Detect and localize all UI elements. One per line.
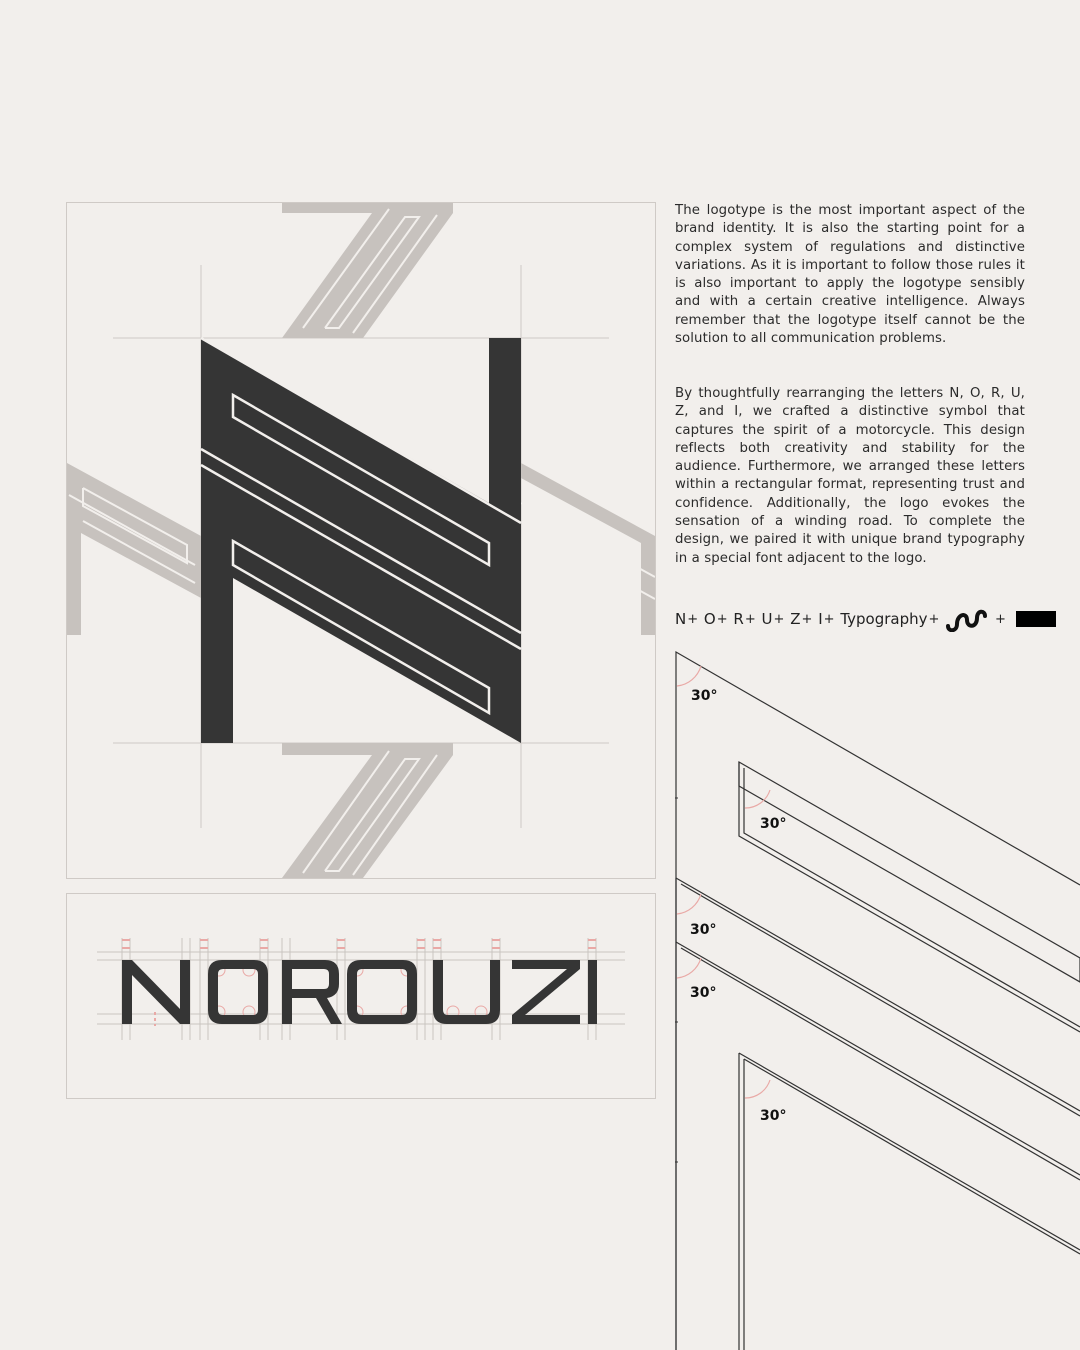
logo-construction-drawing [67,203,655,878]
formula-item-o: O [703,610,716,628]
ghost-n-right [521,463,655,635]
angle-label: 30° [690,985,717,1001]
angle-label: 30° [760,816,787,832]
ghost-z-top [282,203,453,338]
formula-plus: + [744,611,756,627]
formula-plus: + [716,611,728,627]
formula-plus: + [928,611,940,627]
typography-construction-panel [66,893,656,1099]
description-paragraph-1: The logotype is the most important aspect of the brand identity. It is also the starting point for a complex system of regulations and distinctive variations. As it is important to follow those rules it is also important to apply the logotype sensibly and with a certain creative intelligence. Always remember that the logotype itself cannot be the solution to all communication problems. [675,203,1025,347]
formula-plus: + [687,611,699,627]
formula-plus: + [801,611,813,627]
angle-label: 30° [691,688,718,704]
logo-construction-panel [66,202,656,879]
ghost-z-bottom [282,743,453,878]
formula-plus: + [773,611,785,627]
formula-plus: + [994,611,1006,627]
formula-item-typography: Typography [840,610,928,628]
formula-item-u: U [761,610,773,628]
angle-arcs [677,666,770,1098]
angle-label: 30° [690,922,717,938]
formula-item-z: Z [790,610,801,628]
formula-plus: + [823,611,835,627]
angle-label: 30° [760,1108,787,1124]
formula-item-n: N [675,610,687,628]
angle-detail-drawing [675,650,1080,1350]
winding-road-icon [945,606,989,632]
brand-symbol [201,338,521,743]
composition-formula [675,606,1027,636]
formula-item-i: I [818,610,823,628]
ghost-n-left [67,463,201,635]
rectangle-block [1016,611,1056,627]
description-paragraph-2: By thoughtfully rearranging the letters N, O, R, U, Z, and I, we crafted a distinctive symbol that captures the spirit of a motorcycle. This design reflects both creativity and stability for the audience. Furthermore, we arranged these letters within a rectangular format, representing trust and confidence. Additionally, the logo evokes the sensation of a winding road. To complete the design, we paired it with unique brand typography in a special font adjacent to the logo. [675,386,1025,566]
wordmark-construction [67,894,655,1098]
formula-item-r: R [733,610,744,628]
